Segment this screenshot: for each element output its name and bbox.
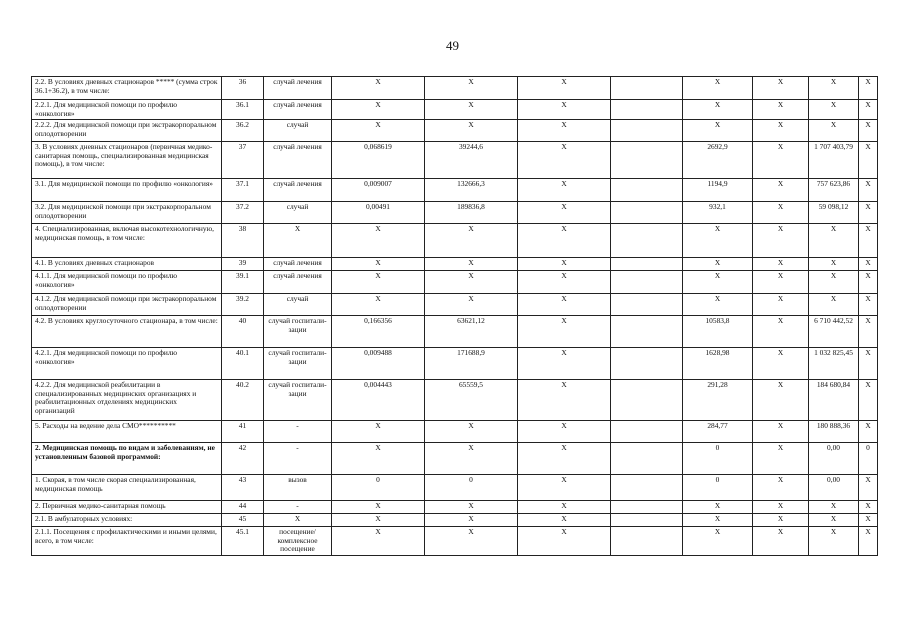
cell-v4: Х [683, 120, 753, 142]
cell-v3: Х [518, 527, 611, 556]
cell-v1: Х [332, 527, 425, 556]
cell-v5: Х [753, 179, 809, 202]
cell-name: 4.2.1. Для медицинской помощи по профилю «онкология» [32, 348, 222, 380]
table-row [32, 475, 878, 501]
cell-name: 5. Расходы на ведение дела СМО********** [32, 421, 222, 443]
cell-v4: Х [683, 100, 753, 120]
cell-v5: Х [753, 224, 809, 258]
cell-v1: Х [332, 258, 425, 271]
cell-v3: Х [518, 120, 611, 142]
cell-v7: Х [859, 271, 878, 294]
cell-unit: случай [264, 202, 332, 224]
cell-line: 45.1 [222, 527, 264, 556]
cell-line: 39 [222, 258, 264, 271]
cell-empty [611, 514, 683, 527]
table-row [32, 501, 878, 514]
cell-v3: Х [518, 100, 611, 120]
cell-name: 2. Медицинская помощь по видам и заболеваниям, не установленным базовой программой: [32, 443, 222, 475]
cell-unit: случай лечения [264, 100, 332, 120]
cell-v5: Х [753, 258, 809, 271]
cell-name: 2.2. В условиях дневных стационаров ***** (сумма строк 36.1+36.2), в том числе: [32, 77, 222, 100]
cell-empty [611, 348, 683, 380]
table-row [32, 527, 878, 556]
cell-empty [611, 527, 683, 556]
cell-v3: Х [518, 271, 611, 294]
cell-unit: случай госпитали-зации [264, 348, 332, 380]
cell-v7: 0 [859, 443, 878, 475]
cell-empty [611, 294, 683, 316]
cell-v2: Х [425, 224, 518, 258]
cell-v1: Х [332, 501, 425, 514]
cell-v7: Х [859, 475, 878, 501]
cell-v2: 171688,9 [425, 348, 518, 380]
cell-v7: Х [859, 142, 878, 179]
cell-unit: случай [264, 120, 332, 142]
cell-v3: Х [518, 501, 611, 514]
cell-v3: Х [518, 202, 611, 224]
cell-v2: Х [425, 501, 518, 514]
cell-unit: случай лечения [264, 271, 332, 294]
cell-v4: Х [683, 271, 753, 294]
cell-v7: Х [859, 527, 878, 556]
cell-name: 2. Первичная медико-санитарная помощь [32, 501, 222, 514]
cell-v2: Х [425, 421, 518, 443]
cell-line: 43 [222, 475, 264, 501]
cell-v1: 0,009488 [332, 348, 425, 380]
cell-unit: - [264, 421, 332, 443]
cell-line: 37.1 [222, 179, 264, 202]
cell-v2: Х [425, 294, 518, 316]
cell-v6: 0,00 [809, 443, 859, 475]
cell-v4: 291,28 [683, 380, 753, 421]
cell-unit: Х [264, 514, 332, 527]
cell-v5: Х [753, 443, 809, 475]
table-row [32, 514, 878, 527]
cell-v3: Х [518, 142, 611, 179]
cell-unit: случай лечения [264, 179, 332, 202]
cell-v1: Х [332, 100, 425, 120]
cell-name: 3.2. Для медицинской помощи при экстракорпоральном оплодотворении [32, 202, 222, 224]
cell-v3: Х [518, 258, 611, 271]
cell-v5: Х [753, 421, 809, 443]
cell-v3: Х [518, 294, 611, 316]
cell-v5: Х [753, 294, 809, 316]
table-row [32, 142, 878, 179]
cell-line: 36.2 [222, 120, 264, 142]
cell-line: 37.2 [222, 202, 264, 224]
cell-v6: Х [809, 271, 859, 294]
cell-v7: Х [859, 316, 878, 348]
cell-v4: Х [683, 501, 753, 514]
cell-v6: 0,00 [809, 475, 859, 501]
cell-name: 4.1.2. Для медицинской помощи при экстракорпоральном оплодотворении [32, 294, 222, 316]
table-row [32, 443, 878, 475]
cell-empty [611, 77, 683, 100]
cell-v1: Х [332, 271, 425, 294]
cell-v3: Х [518, 77, 611, 100]
cell-v1: 0 [332, 475, 425, 501]
cell-v5: Х [753, 316, 809, 348]
cell-v3: Х [518, 514, 611, 527]
table-row [32, 380, 878, 421]
cell-v7: Х [859, 100, 878, 120]
cell-v5: Х [753, 514, 809, 527]
cell-line: 36.1 [222, 100, 264, 120]
page-number: 49 [446, 38, 459, 53]
cell-v2: Х [425, 514, 518, 527]
cell-v7: Х [859, 120, 878, 142]
cell-line: 39.2 [222, 294, 264, 316]
cell-v7: Х [859, 202, 878, 224]
cell-empty [611, 142, 683, 179]
cell-line: 39.1 [222, 271, 264, 294]
cell-v2: 39244,6 [425, 142, 518, 179]
table-row [32, 202, 878, 224]
cell-v7: Х [859, 348, 878, 380]
cell-v5: Х [753, 120, 809, 142]
cell-line: 40.2 [222, 380, 264, 421]
cell-name: 4.2. В условиях круглосуточного стационара, в том числе: [32, 316, 222, 348]
cell-v1: Х [332, 77, 425, 100]
cell-line: 37 [222, 142, 264, 179]
cell-name: 4.1. В условиях дневных стационаров [32, 258, 222, 271]
cell-v4: 1194,9 [683, 179, 753, 202]
cell-v4: 1628,98 [683, 348, 753, 380]
cell-line: 44 [222, 501, 264, 514]
table-row [32, 120, 878, 142]
table-row [32, 258, 878, 271]
cell-empty [611, 475, 683, 501]
cell-v3: Х [518, 475, 611, 501]
cell-line: 40.1 [222, 348, 264, 380]
cell-v5: Х [753, 202, 809, 224]
cell-v3: Х [518, 316, 611, 348]
cell-unit: случай [264, 294, 332, 316]
cell-name: 1. Скорая, в том числе скорая специализированная, медицинская помощь [32, 475, 222, 501]
table-row [32, 77, 878, 100]
cell-name: 4.2.2. Для медицинской реабилитации в специализированных медицинских организациях и реабилитационных отделениях медицинских организаций [32, 380, 222, 421]
cell-v4: 0 [683, 475, 753, 501]
cell-name: 2.2.2. Для медицинской помощи при экстракорпоральном оплодотворении [32, 120, 222, 142]
cell-v4: Х [683, 77, 753, 100]
cell-empty [611, 179, 683, 202]
cell-empty [611, 421, 683, 443]
cell-v2: 63621,12 [425, 316, 518, 348]
cell-name: 2.1. В амбулаторных условиях: [32, 514, 222, 527]
cell-unit: посещение/ комплексное посещение [264, 527, 332, 556]
cell-v6: 180 888,36 [809, 421, 859, 443]
cell-v5: Х [753, 100, 809, 120]
cell-name: 4. Специализированная, включая высокотехнологичную, медицинская помощь, в том числе: [32, 224, 222, 258]
cell-v4: Х [683, 527, 753, 556]
cell-unit: случай лечения [264, 142, 332, 179]
cell-unit: случай госпитали-зации [264, 316, 332, 348]
cell-v6: 184 680,84 [809, 380, 859, 421]
cell-empty [611, 100, 683, 120]
cell-v7: Х [859, 421, 878, 443]
cell-unit: случай госпитали-зации [264, 380, 332, 421]
cell-line: 45 [222, 514, 264, 527]
cell-v2: Х [425, 271, 518, 294]
cell-v1: Х [332, 421, 425, 443]
cell-v7: Х [859, 179, 878, 202]
cell-name: 2.1.1. Посещения с профилактическими и иными целями, всего, в том числе: [32, 527, 222, 556]
cell-v1: Х [332, 294, 425, 316]
cell-v6: 1 032 825,45 [809, 348, 859, 380]
cell-v2: Х [425, 258, 518, 271]
cell-v6: Х [809, 514, 859, 527]
cell-v7: Х [859, 224, 878, 258]
cell-empty [611, 501, 683, 514]
cell-v6: Х [809, 258, 859, 271]
cell-v7: Х [859, 294, 878, 316]
cell-empty [611, 271, 683, 294]
cell-unit: - [264, 443, 332, 475]
cell-v5: Х [753, 77, 809, 100]
cell-v3: Х [518, 224, 611, 258]
cell-v7: Х [859, 501, 878, 514]
cell-v5: Х [753, 475, 809, 501]
cell-v4: 284,77 [683, 421, 753, 443]
table-row [32, 294, 878, 316]
cell-v5: Х [753, 271, 809, 294]
cell-v2: 0 [425, 475, 518, 501]
cell-v1: Х [332, 120, 425, 142]
cell-name: 3. В условиях дневных стационаров (первичная медико-санитарная помощь, специализированная медицинская помощь), в том числе: [32, 142, 222, 179]
cell-v5: Х [753, 142, 809, 179]
cell-v1: 0,068619 [332, 142, 425, 179]
cell-line: 36 [222, 77, 264, 100]
cell-empty [611, 120, 683, 142]
cell-v4: Х [683, 514, 753, 527]
cell-empty [611, 202, 683, 224]
cell-v6: 1 707 403,79 [809, 142, 859, 179]
cell-v5: Х [753, 348, 809, 380]
cell-line: 38 [222, 224, 264, 258]
cell-empty [611, 443, 683, 475]
table-row [32, 100, 878, 120]
table-row [32, 271, 878, 294]
cell-v4: Х [683, 224, 753, 258]
cell-unit: случай лечения [264, 258, 332, 271]
cell-unit: случай лечения [264, 77, 332, 100]
cell-empty [611, 224, 683, 258]
cell-v1: 0,00491 [332, 202, 425, 224]
cell-v4: 932,1 [683, 202, 753, 224]
cell-v6: Х [809, 527, 859, 556]
cell-line: 42 [222, 443, 264, 475]
cell-v6: Х [809, 501, 859, 514]
cell-empty [611, 380, 683, 421]
cell-name: 2.2.1. Для медицинской помощи по профилю «онкология» [32, 100, 222, 120]
cell-v5: Х [753, 380, 809, 421]
cell-v1: Х [332, 514, 425, 527]
cell-v2: Х [425, 100, 518, 120]
cell-v1: Х [332, 443, 425, 475]
table-row [32, 224, 878, 258]
cell-unit: - [264, 501, 332, 514]
cell-v6: Х [809, 224, 859, 258]
cell-v6: Х [809, 100, 859, 120]
cell-unit: Х [264, 224, 332, 258]
cell-v3: Х [518, 380, 611, 421]
cell-v2: 65559,5 [425, 380, 518, 421]
cell-v1: Х [332, 224, 425, 258]
cell-unit: вызов [264, 475, 332, 501]
table-row [32, 316, 878, 348]
cell-v1: 0,166356 [332, 316, 425, 348]
cell-v5: Х [753, 527, 809, 556]
cell-v7: Х [859, 258, 878, 271]
cell-v3: Х [518, 348, 611, 380]
cell-v6: Х [809, 294, 859, 316]
cell-name: 3.1. Для медицинской помощи по профилю «онкология» [32, 179, 222, 202]
cell-v2: Х [425, 120, 518, 142]
table-row [32, 179, 878, 202]
cell-v4: Х [683, 258, 753, 271]
cell-name: 4.1.1. Для медицинской помощи по профилю «онкология» [32, 271, 222, 294]
cell-v3: Х [518, 179, 611, 202]
cell-v6: 59 098,12 [809, 202, 859, 224]
cell-v3: Х [518, 443, 611, 475]
cell-v7: Х [859, 514, 878, 527]
cell-v1: 0,004443 [332, 380, 425, 421]
table-row [32, 421, 878, 443]
cell-v6: 757 623,86 [809, 179, 859, 202]
cell-v2: 132666,3 [425, 179, 518, 202]
cell-v6: Х [809, 120, 859, 142]
cell-v7: Х [859, 380, 878, 421]
cell-v4: Х [683, 294, 753, 316]
cell-empty [611, 316, 683, 348]
cell-v2: Х [425, 443, 518, 475]
cell-empty [611, 258, 683, 271]
cell-v2: 189836,8 [425, 202, 518, 224]
cell-v6: Х [809, 77, 859, 100]
cell-v4: 2692,9 [683, 142, 753, 179]
cell-line: 40 [222, 316, 264, 348]
cell-v2: Х [425, 527, 518, 556]
tariff-table [31, 76, 878, 556]
cell-v5: Х [753, 501, 809, 514]
cell-v1: 0,009007 [332, 179, 425, 202]
cell-v7: Х [859, 77, 878, 100]
cell-line: 41 [222, 421, 264, 443]
table-row [32, 348, 878, 380]
cell-v2: Х [425, 77, 518, 100]
cell-v4: 10583,8 [683, 316, 753, 348]
cell-v4: 0 [683, 443, 753, 475]
cell-v6: 6 710 442,52 [809, 316, 859, 348]
cell-v3: Х [518, 421, 611, 443]
